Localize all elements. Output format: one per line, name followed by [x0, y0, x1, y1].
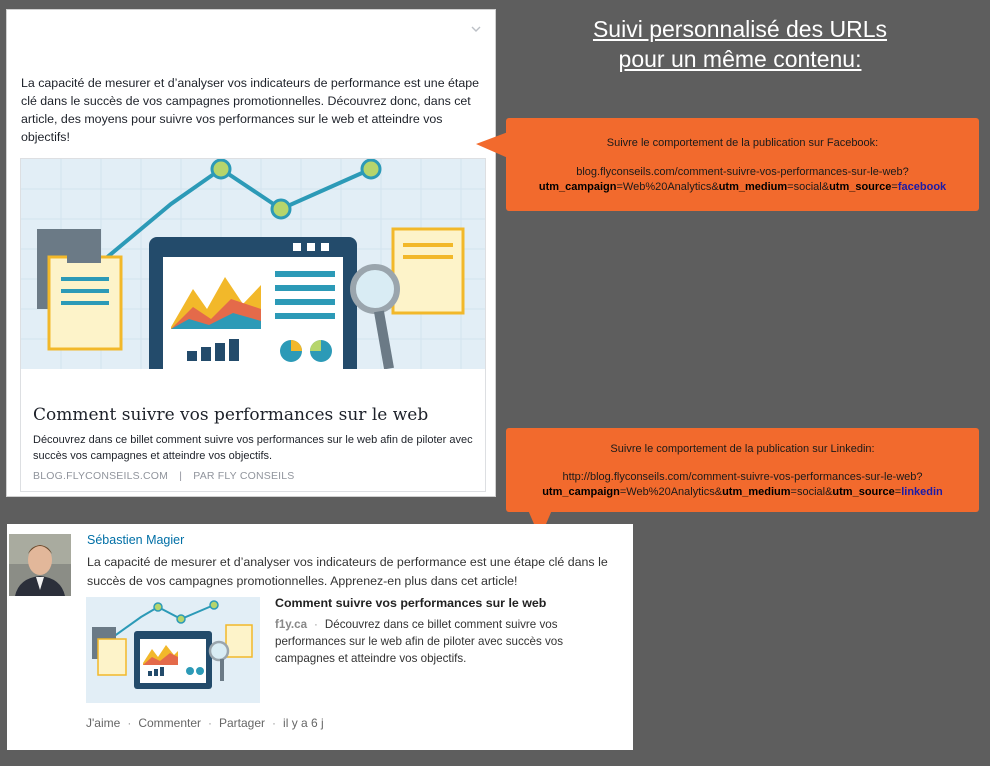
linkedin-link-domain: f1y.ca	[275, 618, 308, 631]
analytics-illustration	[21, 159, 485, 369]
callout-linkedin-params: utm_campaign=Web%20Analytics&utm_medium=social&utm_source=linkedin	[542, 486, 943, 498]
linkedin-post-text: La capacité de mesurer et d’analyser vos indicateurs de performance est une étape clé dans le succès de vos campagnes promotionnelles. Apprenez-en plus dans cet article!	[87, 555, 608, 588]
title-line-1: Suivi personnalisé des URLs	[592, 16, 888, 42]
callout-linkedin-heading: Suivre le comportement de la publication sur Linkedin:	[610, 443, 875, 455]
linkedin-link-thumbnail[interactable]	[86, 597, 260, 703]
callout-facebook-heading: Suivre le comportement de la publication sur Facebook:	[606, 137, 879, 149]
linkedin-author-name[interactable]: Sébastien Magier	[87, 533, 185, 547]
avatar[interactable]	[9, 534, 71, 596]
callout-linkedin-url: http://blog.flyconseils.com/comment-suivre-vos-performances-sur-le-web?	[562, 471, 923, 483]
post-timestamp: il y a 6 j	[283, 716, 324, 730]
page-title	[540, 14, 940, 74]
chevron-down-icon[interactable]	[471, 24, 481, 34]
facebook-link-author: PAR FLY CONSEILS	[193, 470, 295, 482]
facebook-post	[7, 10, 495, 496]
like-button[interactable]: J'aime	[86, 716, 121, 730]
facebook-link-preview[interactable]	[20, 158, 486, 492]
callout-linkedin	[506, 428, 979, 512]
facebook-link-description: Découvrez dans ce billet comment suivre vos performances sur le web afin de piloter avec succès vos campagnes et atteindre vos objectifs.	[33, 434, 473, 462]
callout-facebook	[506, 118, 979, 211]
callout-facebook-url: blog.flyconseils.com/comment-suivre-vos-performances-sur-le-web?	[576, 166, 909, 178]
utm-source-linkedin: linkedin	[901, 486, 943, 498]
callout-pointer-facebook	[476, 128, 508, 164]
facebook-post-text: La capacité de mesurer et d’analyser vos indicateurs de performance est une étape clé dans le succès de vos campagnes promotionnelles. Découvrez donc, dans cet article, des moyens pour suivre vos performances sur le web et atteindre vos objectifs!	[21, 76, 480, 144]
comment-button[interactable]: Commenter	[138, 716, 201, 730]
linkedin-post	[7, 524, 633, 750]
linkedin-actions: J'aime · Commenter · Partager · il y a 6 j	[86, 716, 324, 730]
facebook-link-separator: |	[179, 470, 183, 482]
callout-facebook-params: utm_campaign=Web%20Analytics&utm_medium=social&utm_source=facebook	[538, 181, 947, 193]
linkedin-link-description: f1y.ca · Découvrez dans ce billet comment suivre vos performances sur le web afin de piloter avec succès vos campagnes et atteindre vos objectifs.	[275, 618, 564, 665]
linkedin-link-title[interactable]: Comment suivre vos performances sur le web	[275, 596, 547, 610]
share-button[interactable]: Partager	[219, 716, 266, 730]
utm-source-facebook: facebook	[897, 181, 947, 193]
title-line-2: pour un même contenu:	[618, 46, 862, 72]
facebook-link-domain: BLOG.FLYCONSEILS.COM	[33, 470, 169, 482]
facebook-link-meta	[33, 470, 295, 482]
facebook-link-title[interactable]: Comment suivre vos performances sur le web	[33, 405, 429, 425]
